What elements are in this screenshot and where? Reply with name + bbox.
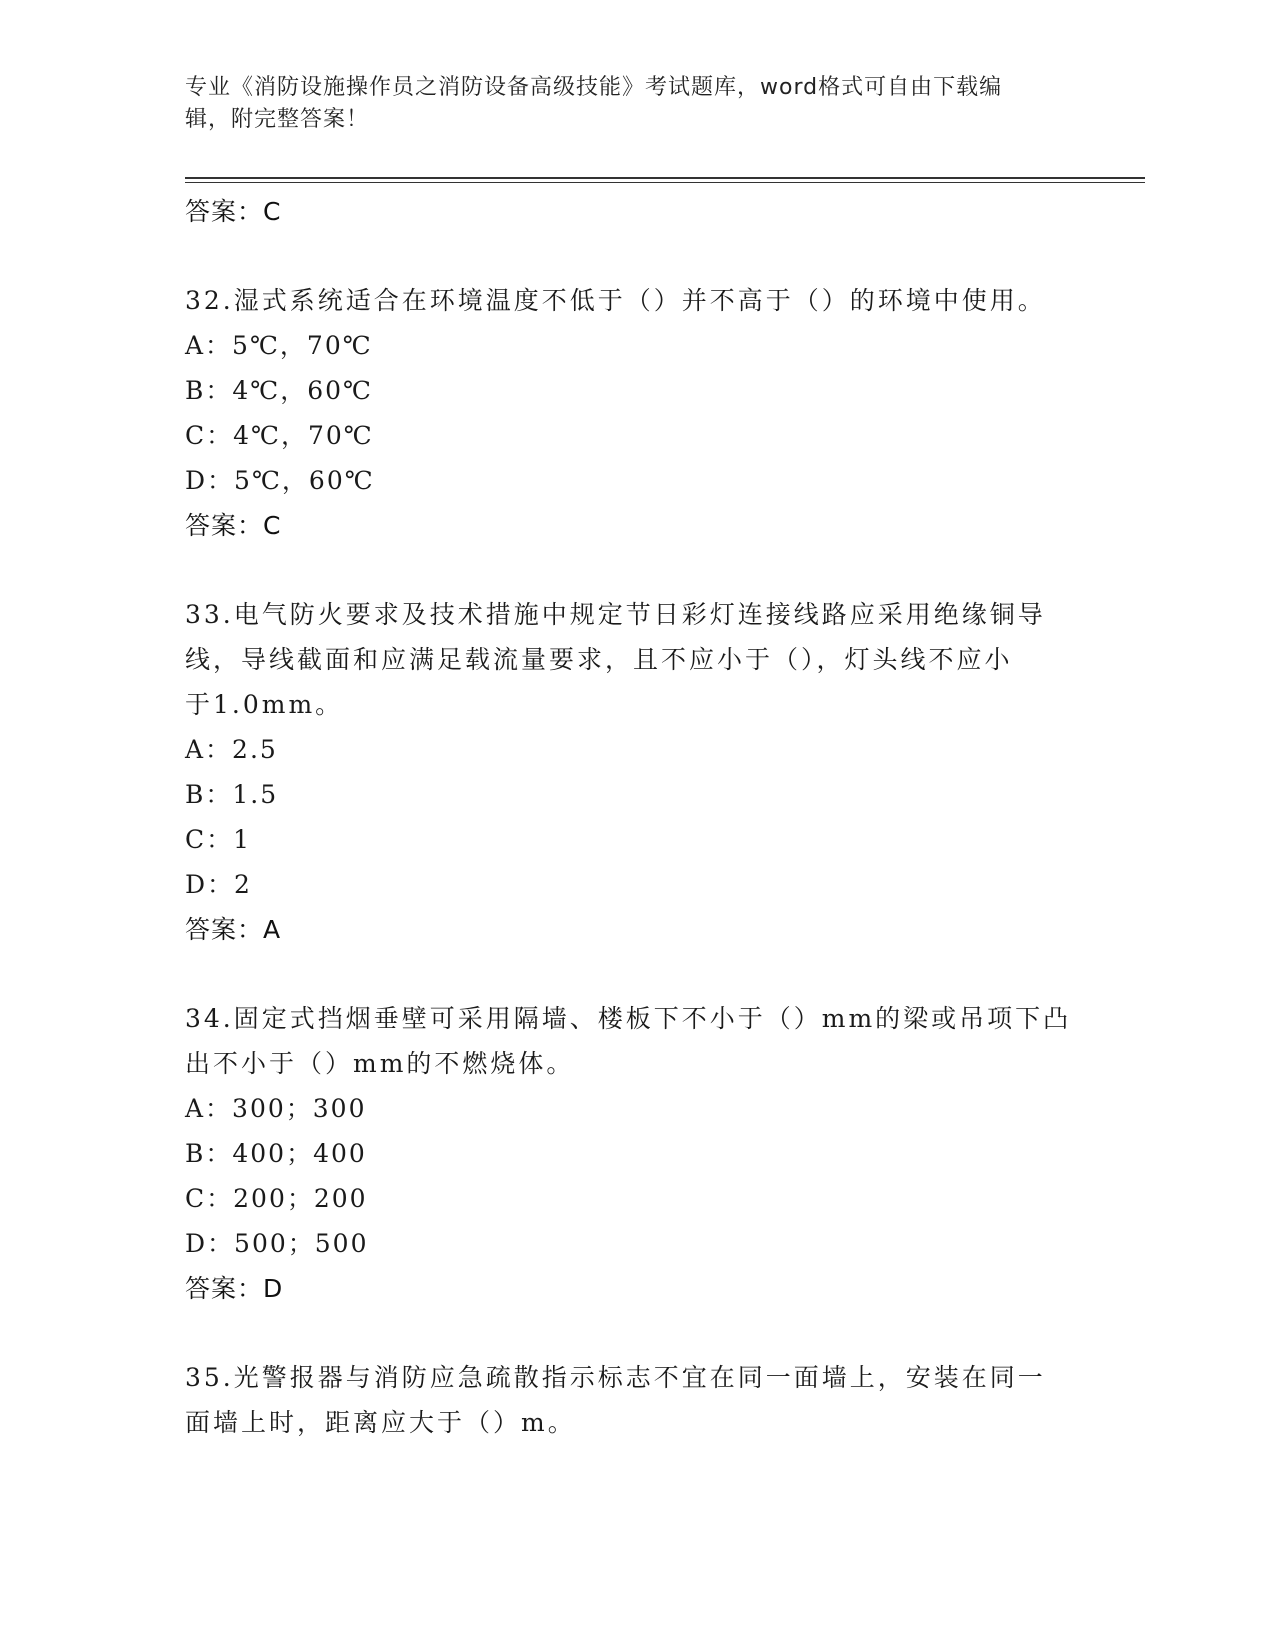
question-stem-line: 33.电气防火要求及技术措施中规定节日彩灯连接线路应采用绝缘铜导 bbox=[185, 600, 1046, 629]
header-line-1: 专业《消防设施操作员之消防设备高级技能》考试题库，word格式可自由下载编 bbox=[185, 75, 1003, 100]
question-stem-line: 35.光警报器与消防应急疏散指示标志不宜在同一面墙上，安装在同一 bbox=[185, 1363, 1046, 1392]
question-32 bbox=[185, 278, 1085, 548]
question-33 bbox=[185, 592, 1085, 952]
question-stem-line: 出不小于（）mm的不燃烧体。 bbox=[185, 1049, 575, 1078]
spacer bbox=[185, 234, 1085, 278]
option-c: C：200；200 bbox=[185, 1184, 368, 1213]
header-rule-thin bbox=[185, 182, 1145, 183]
option-a: A：5℃，70℃ bbox=[185, 331, 373, 360]
header-rule-thick bbox=[185, 177, 1145, 179]
answer-line: 答案：C bbox=[185, 197, 282, 226]
option-d: D：5℃，60℃ bbox=[185, 466, 375, 495]
option-c: C：1 bbox=[185, 825, 252, 854]
question-stem-line: 线，导线截面和应满足载流量要求，且不应小于（），灯头线不应小 bbox=[185, 645, 1013, 674]
option-b: B：400；400 bbox=[185, 1139, 367, 1168]
spacer bbox=[185, 548, 1085, 592]
spacer bbox=[185, 1311, 1085, 1355]
answer-line: 答案：A bbox=[185, 915, 282, 944]
spacer bbox=[185, 952, 1085, 996]
question-stem-line: 32.湿式系统适合在环境温度不低于（）并不高于（）的环境中使用。 bbox=[185, 286, 1046, 315]
option-c: C：4℃，70℃ bbox=[185, 421, 374, 450]
document-header bbox=[185, 72, 1085, 136]
option-d: D：500；500 bbox=[185, 1229, 369, 1258]
option-b: B：1.5 bbox=[185, 780, 279, 809]
question-stem-line: 于1.0mm。 bbox=[185, 690, 344, 719]
option-a: A：300；300 bbox=[185, 1094, 367, 1123]
question-list bbox=[185, 189, 1085, 1445]
answer-line: 答案：C bbox=[185, 511, 282, 540]
question-stem-line: 面墙上时，距离应大于（）m。 bbox=[185, 1408, 576, 1437]
question-stem-line: 34.固定式挡烟垂壁可采用隔墙、楼板下不小于（）mm的梁或吊项下凸 bbox=[185, 1004, 1072, 1033]
header-line-2: 辑，附完整答案！ bbox=[185, 107, 370, 132]
option-d: D：2 bbox=[185, 870, 252, 899]
question-35 bbox=[185, 1355, 1085, 1445]
question-34 bbox=[185, 996, 1085, 1311]
option-b: B：4℃，60℃ bbox=[185, 376, 374, 405]
option-a: A：2.5 bbox=[185, 735, 278, 764]
answer-line: 答案：D bbox=[185, 1274, 284, 1303]
